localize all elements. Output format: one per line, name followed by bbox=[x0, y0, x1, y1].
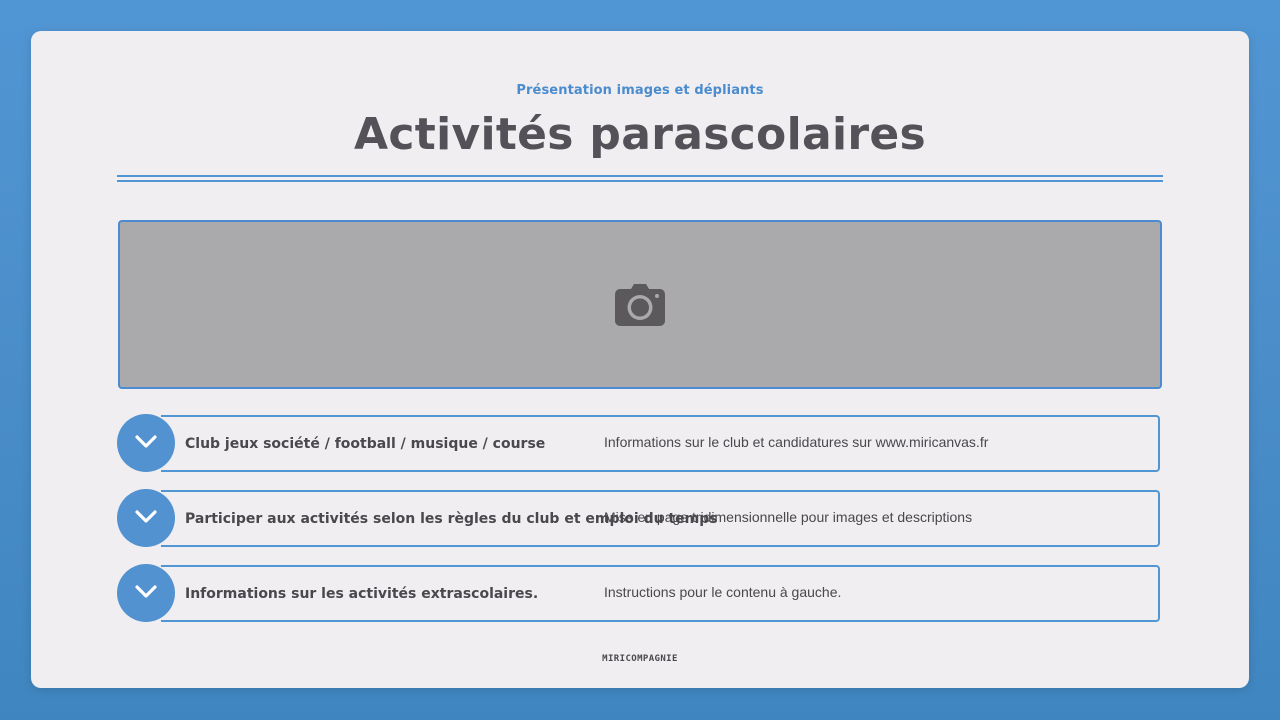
list-item-badge[interactable] bbox=[117, 489, 175, 547]
list-item[interactable] bbox=[117, 565, 1163, 623]
camera-icon bbox=[614, 283, 666, 327]
slide-subtitle: Présentation images et dépliants bbox=[516, 83, 764, 98]
list-item-label: Informations sur les activités extrascolaires. bbox=[185, 586, 539, 602]
list-item[interactable] bbox=[117, 490, 1163, 548]
list-item-label: Participer aux activités selon les règles du club et emploi du temps bbox=[185, 511, 718, 527]
slide-title: Activités parascolaires bbox=[354, 109, 926, 160]
title-divider-top bbox=[117, 175, 1163, 177]
chevron-down-icon bbox=[135, 584, 157, 603]
list-item[interactable] bbox=[117, 415, 1163, 473]
list-item-description: Mise en page tridimensionnelle pour images et descriptions bbox=[604, 509, 973, 525]
list-item-description: Informations sur le club et candidatures sur www.miricanvas.fr bbox=[604, 434, 989, 450]
footer-brand: MIRICOMPAGNIE bbox=[602, 654, 678, 664]
image-placeholder[interactable] bbox=[118, 220, 1162, 389]
list-item-badge[interactable] bbox=[117, 414, 175, 472]
chevron-down-icon bbox=[135, 434, 157, 453]
list-item-label: Club jeux société / football / musique / course bbox=[185, 436, 546, 452]
title-divider-bottom bbox=[117, 180, 1163, 182]
list-item-badge[interactable] bbox=[117, 564, 175, 622]
chevron-down-icon bbox=[135, 509, 157, 528]
slide-card bbox=[31, 31, 1249, 688]
list-item-description: Instructions pour le contenu à gauche. bbox=[604, 584, 842, 600]
